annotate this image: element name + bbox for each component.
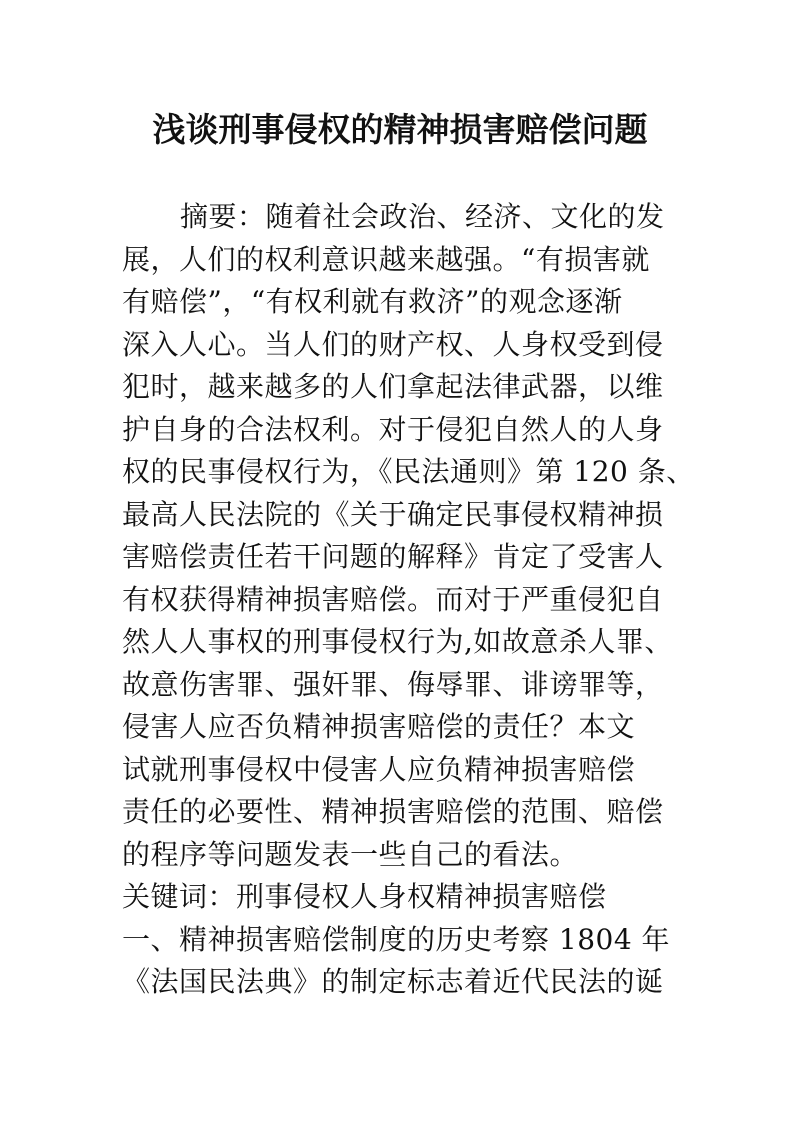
abstract-line-6: 护自身的合法权利。对于侵犯自然人的人身 — [122, 412, 664, 446]
abstract-line-14: 试就刑事侵权中侵害人应负精神损害赔偿 — [122, 752, 636, 786]
keywords-line: 关键词：刑事侵权人身权精神损害赔偿 — [122, 880, 607, 913]
abstract-line-15: 责任的必要性、精神损害赔偿的范围、赔偿 — [122, 795, 664, 828]
abstract-line-12: 故意伤害罪、强奸罪、侮辱罪、诽谤罪等， — [122, 667, 664, 701]
section-heading-line: 一、精神损害赔偿制度的历史考察 1804 年 — [122, 922, 671, 956]
abstract-line-5: 犯时，越来越多的人们拿起法律武器，以维 — [122, 370, 664, 403]
abstract-line-3: 有赔偿”，“有权利就有救济”的观念逐渐 — [122, 285, 623, 318]
abstract-line-11: 然人人事权的刑事侵权行为,如故意杀人罪、 — [122, 625, 673, 658]
abstract-line-13: 侵害人应否负精神损害赔偿的责任？本文 — [122, 710, 636, 743]
abstract-line-2: 展，人们的权利意识越来越强。“有损害就 — [122, 242, 650, 276]
abstract-line-1: 摘要：随着社会政治、经济、文化的发 — [180, 200, 665, 233]
abstract-line-8: 最高人民法院的《关于确定民事侵权精神损 — [122, 497, 664, 531]
abstract-line-4: 深入人心。当人们的财产权、人身权受到侵 — [122, 327, 664, 361]
abstract-line-10: 有权获得精神损害赔偿。而对于严重侵犯自 — [122, 582, 664, 616]
body-text-line: 《法国民法典》的制定标志着近代民法的诞 — [122, 965, 664, 998]
abstract-line-16: 的程序等问题发表一些自己的看法。 — [122, 837, 579, 871]
document-title: 浅谈刑事侵权的精神损害赔偿问题 — [152, 110, 648, 149]
abstract-line-7: 权的民事侵权行为，《民法通则》第 120 条、 — [122, 455, 695, 488]
abstract-line-9: 害赔偿责任若干问题的解释》肯定了受害人 — [122, 540, 664, 573]
document-body — [122, 196, 702, 1004]
